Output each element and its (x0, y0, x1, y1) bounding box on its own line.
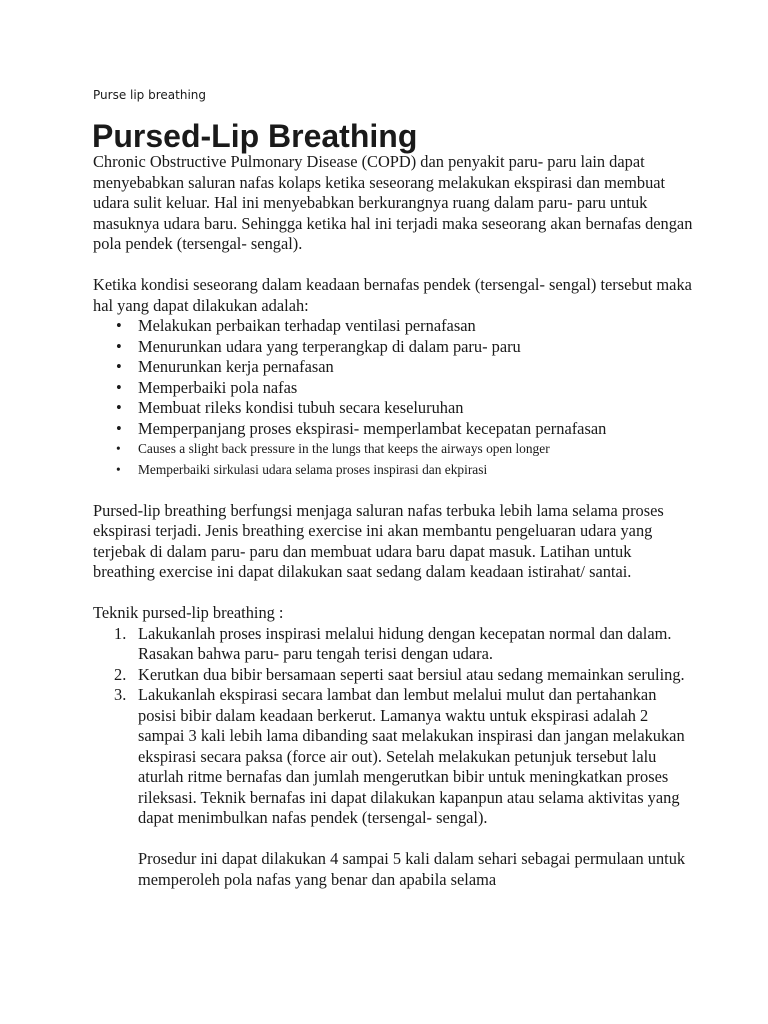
list-item-text: Membuat rileks kondisi tubuh secara keseluruhan (138, 398, 464, 417)
list-item (116, 357, 693, 378)
list-item-text: Menurunkan kerja pernafasan (138, 357, 334, 376)
continuation-paragraph: Prosedur ini dapat dilakukan 4 sampai 5 kali dalam sehari sebagai permulaan untuk memperoleh pola nafas yang benar dan apabila selama (138, 849, 686, 889)
list-item (116, 398, 693, 419)
step-number: 1. (114, 623, 127, 643)
paragraph-gap (93, 480, 693, 501)
bullet-icon: • (116, 441, 121, 456)
step-number: 3. (114, 685, 127, 704)
technique-heading: Teknik pursed-lip breathing : (93, 603, 284, 622)
bullet-icon: • (116, 377, 122, 397)
bullet-icon: • (116, 336, 122, 356)
list-item (116, 460, 693, 481)
list-item (116, 316, 693, 337)
bullet-icon: • (116, 461, 121, 477)
bullet-icon: • (116, 357, 122, 376)
list-item (116, 418, 693, 440)
function-paragraph: Pursed-lip breathing berfungsi menjaga saluran nafas terbuka lebih lama selama proses ekspirasi terjadi. Jenis breathing exercise ini akan membantu pengeluaran udara yang terjebak di dalam paru- paru dan membuat udara baru dapat masuk. Latihan untuk breathing exercise ini dapat dilakukan saat sedang dalam keadaan istirahat/ santai. (93, 500, 664, 581)
bullet-icon: • (116, 398, 122, 417)
list-item-text: Melakukan perbaikan terhadap ventilasi pernafasan (138, 316, 476, 335)
page-title: Pursed-Lip Breathing (92, 118, 418, 154)
list-item (116, 336, 693, 358)
paragraph-gap (93, 829, 693, 850)
paragraph-gap (93, 583, 693, 604)
step-text: Lakukanlah proses inspirasi melalui hidung dengan kecepatan normal dan dalam. Rasakan bahwa paru- paru tengah terisi dengan udara. (138, 623, 672, 663)
list-item-text: Memperbaiki pola nafas (138, 377, 298, 397)
document-body (93, 152, 693, 890)
list-item (116, 439, 693, 460)
step-text: Kerutkan dua bibir bersamaan seperti saat bersiul atau sedang memainkan seruling. (138, 664, 685, 684)
step-item (114, 685, 693, 829)
condition-intro-paragraph: Ketika kondisi seseorang dalam keadaan bernafas pendek (tersengal- sengal) tersebut maka hal yang dapat dilakukan adalah: (93, 275, 692, 315)
list-item-text: Memperpanjang proses ekspirasi- memperlambat kecepatan pernafasan (138, 418, 607, 438)
step-item (114, 664, 693, 686)
header-note: Purse lip breathing (93, 88, 207, 102)
step-number: 2. (114, 664, 127, 684)
paragraph-gap (93, 255, 693, 276)
bullet-icon: • (116, 316, 122, 335)
intro-paragraph: Chronic Obstructive Pulmonary Disease (COPD) dan penyakit paru- paru lain dapat menyebabkan saluran nafas kolaps ketika seseorang melakukan ekspirasi dan membuat udara sulit keluar. Hal ini menyebabkan berkurangnya ruang dalam paru- paru untuk masuknya udara baru. Sehingga ketika hal ini terjadi maka seseorang akan bernafas dengan pola pendek (tersengal- sengal). (93, 152, 693, 253)
list-item-text: Causes a slight back pressure in the lungs that keeps the airways open longer (138, 441, 550, 456)
technique-steps (93, 624, 693, 829)
list-item (116, 377, 693, 399)
step-text: Lakukanlah ekspirasi secara lambat dan lembut melalui mulut dan pertahankan posisi bibir dalam keadaan berkerut. Lamanya waktu untuk ekspirasi adalah 2 sampai 3 kali lebih lama dibanding saat melakukan inspirasi dan jangan melakukan ekspirasi secara paksa (force air out). Setelah melakukan petunjuk tersebut lalu aturlah ritme bernafas dan jumlah mengerutkan bibir untuk meningkatkan proses rileksasi. Teknik bernafas ini dapat dilakukan kapanpun atau selama aktivitas yang dapat menimbulkan nafas pendek (tersengal- sengal). (138, 685, 685, 827)
step-item (114, 623, 693, 665)
list-item-text: Memperbaiki sirkulasi udara selama proses inspirasi dan ekpirasi (138, 461, 488, 477)
bullet-icon: • (116, 418, 122, 438)
list-item-text: Menurunkan udara yang terperangkap di dalam paru- paru (138, 336, 521, 356)
benefit-list (93, 316, 693, 480)
